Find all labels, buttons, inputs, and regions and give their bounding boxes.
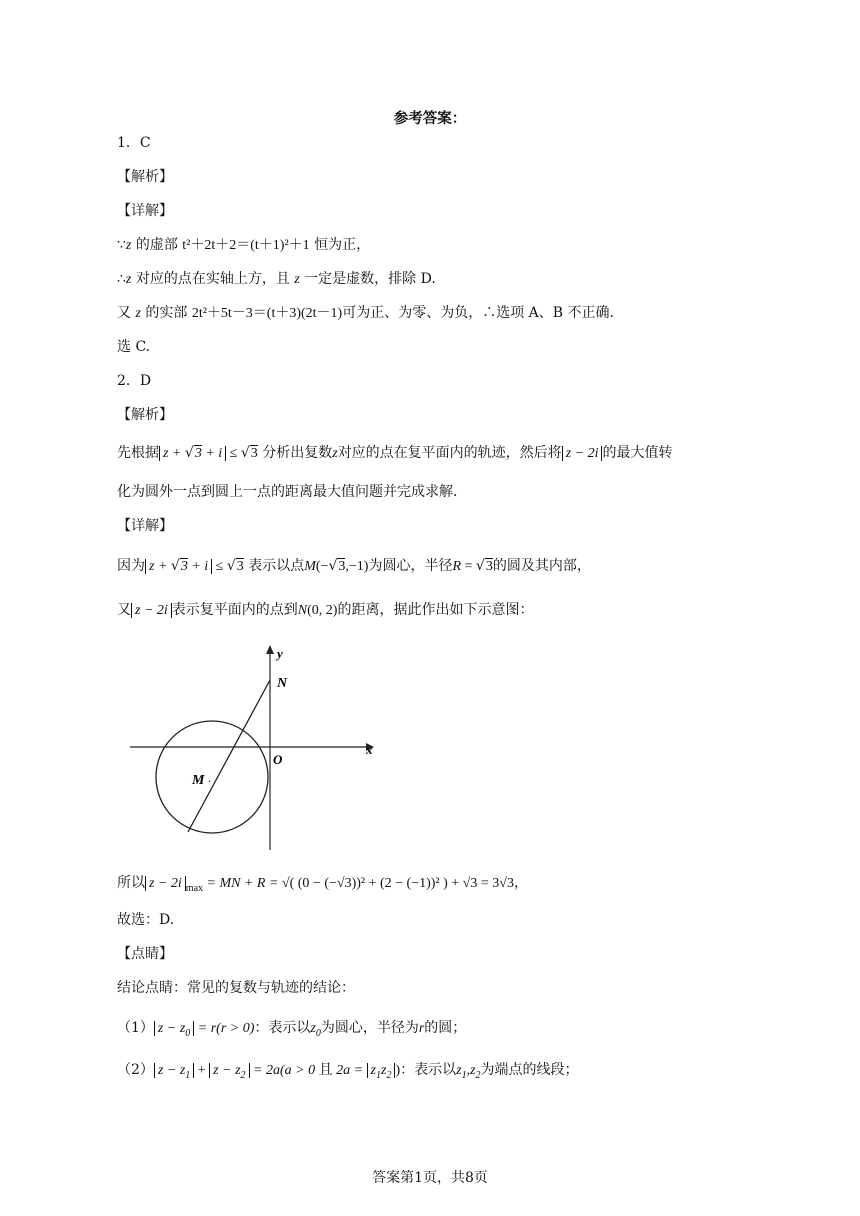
- q1-answer: 1．C: [117, 135, 151, 151]
- q2-detail-line-1: 因为 z + √3 + i ≤ √3 表示以点M(−√3,−1)为圆心，半径R = √3的圆及其内部，: [117, 558, 591, 574]
- q2-analysis-line-1: 先根据 z + √3 + i ≤ √3 分析出复数z对应的点在复平面内的轨迹，然后将 z − 2i 的最大值转: [117, 445, 673, 461]
- x-label: x: [366, 742, 373, 757]
- q1-choice: 选 C.: [117, 339, 151, 355]
- y-axis-arrow: [266, 645, 274, 654]
- q1-detail-line-3: 又 z 的实部 2t²＋5t－3＝(t＋3)(2t－1)可为正、为零、为负，∴选项 A、B 不正确.: [117, 305, 614, 321]
- q2-detail-line-2: 又 z − 2i 表示复平面内的点到N(0, 2)的距离，据此作出如下示意图：: [117, 602, 534, 618]
- q2-analysis-tag: 【解析】: [117, 407, 173, 423]
- q2-answer: 2．D: [117, 373, 152, 389]
- q2-detail-tag: 【详解】: [117, 518, 173, 534]
- complex-plane-figure: [130, 640, 390, 855]
- q1-detail-line-1: ∵z 的虚部 t²＋2t＋2＝(t＋1)²＋1 恒为正，: [117, 237, 371, 253]
- q2-analysis-line-2: 化为圆外一点到圆上一点的距离最大值问题并完成求解.: [117, 484, 458, 500]
- q1-detail-tag: 【详解】: [117, 203, 173, 219]
- m-point: .: [208, 771, 211, 785]
- q2-note-intro: 结论点睛：常见的复数与轨迹的结论：: [117, 980, 355, 996]
- q2-result-line: 所以 z − 2i $_{max}$ = MN + R = √( (0 − (−√3))² + (2 − (−1))² ) + √3 = 3√3，: [117, 875, 528, 894]
- page-footer: 答案第1页，共8页: [372, 1170, 488, 1186]
- n-label: N: [277, 676, 288, 691]
- page-title: 参考答案：: [393, 110, 467, 127]
- circle-m: [156, 721, 268, 833]
- q2-note-tag: 【点睛】: [117, 946, 173, 962]
- q1-detail-line-2: ∴z 对应的点在实轴上方，且 z 一定是虚数，排除 D.: [117, 271, 436, 287]
- q1-analysis-tag: 【解析】: [117, 169, 173, 185]
- y-label: y: [277, 646, 283, 661]
- q2-note-2: （2） $z - z_1 + z - z_2 = 2a(a > 0$ 且 $2a = z_1z_2$ )：表示以$z_1,z_2$为端点的线段；: [117, 1062, 579, 1081]
- m-label: M: [192, 773, 205, 788]
- q2-conclusion: 故选：D.: [117, 912, 175, 928]
- o-label: O: [273, 752, 283, 767]
- q2-note-1: （1） $z - z_0 = r(r > 0)$：表示以$z_0$为圆心，半径为r的圆；: [117, 1020, 467, 1039]
